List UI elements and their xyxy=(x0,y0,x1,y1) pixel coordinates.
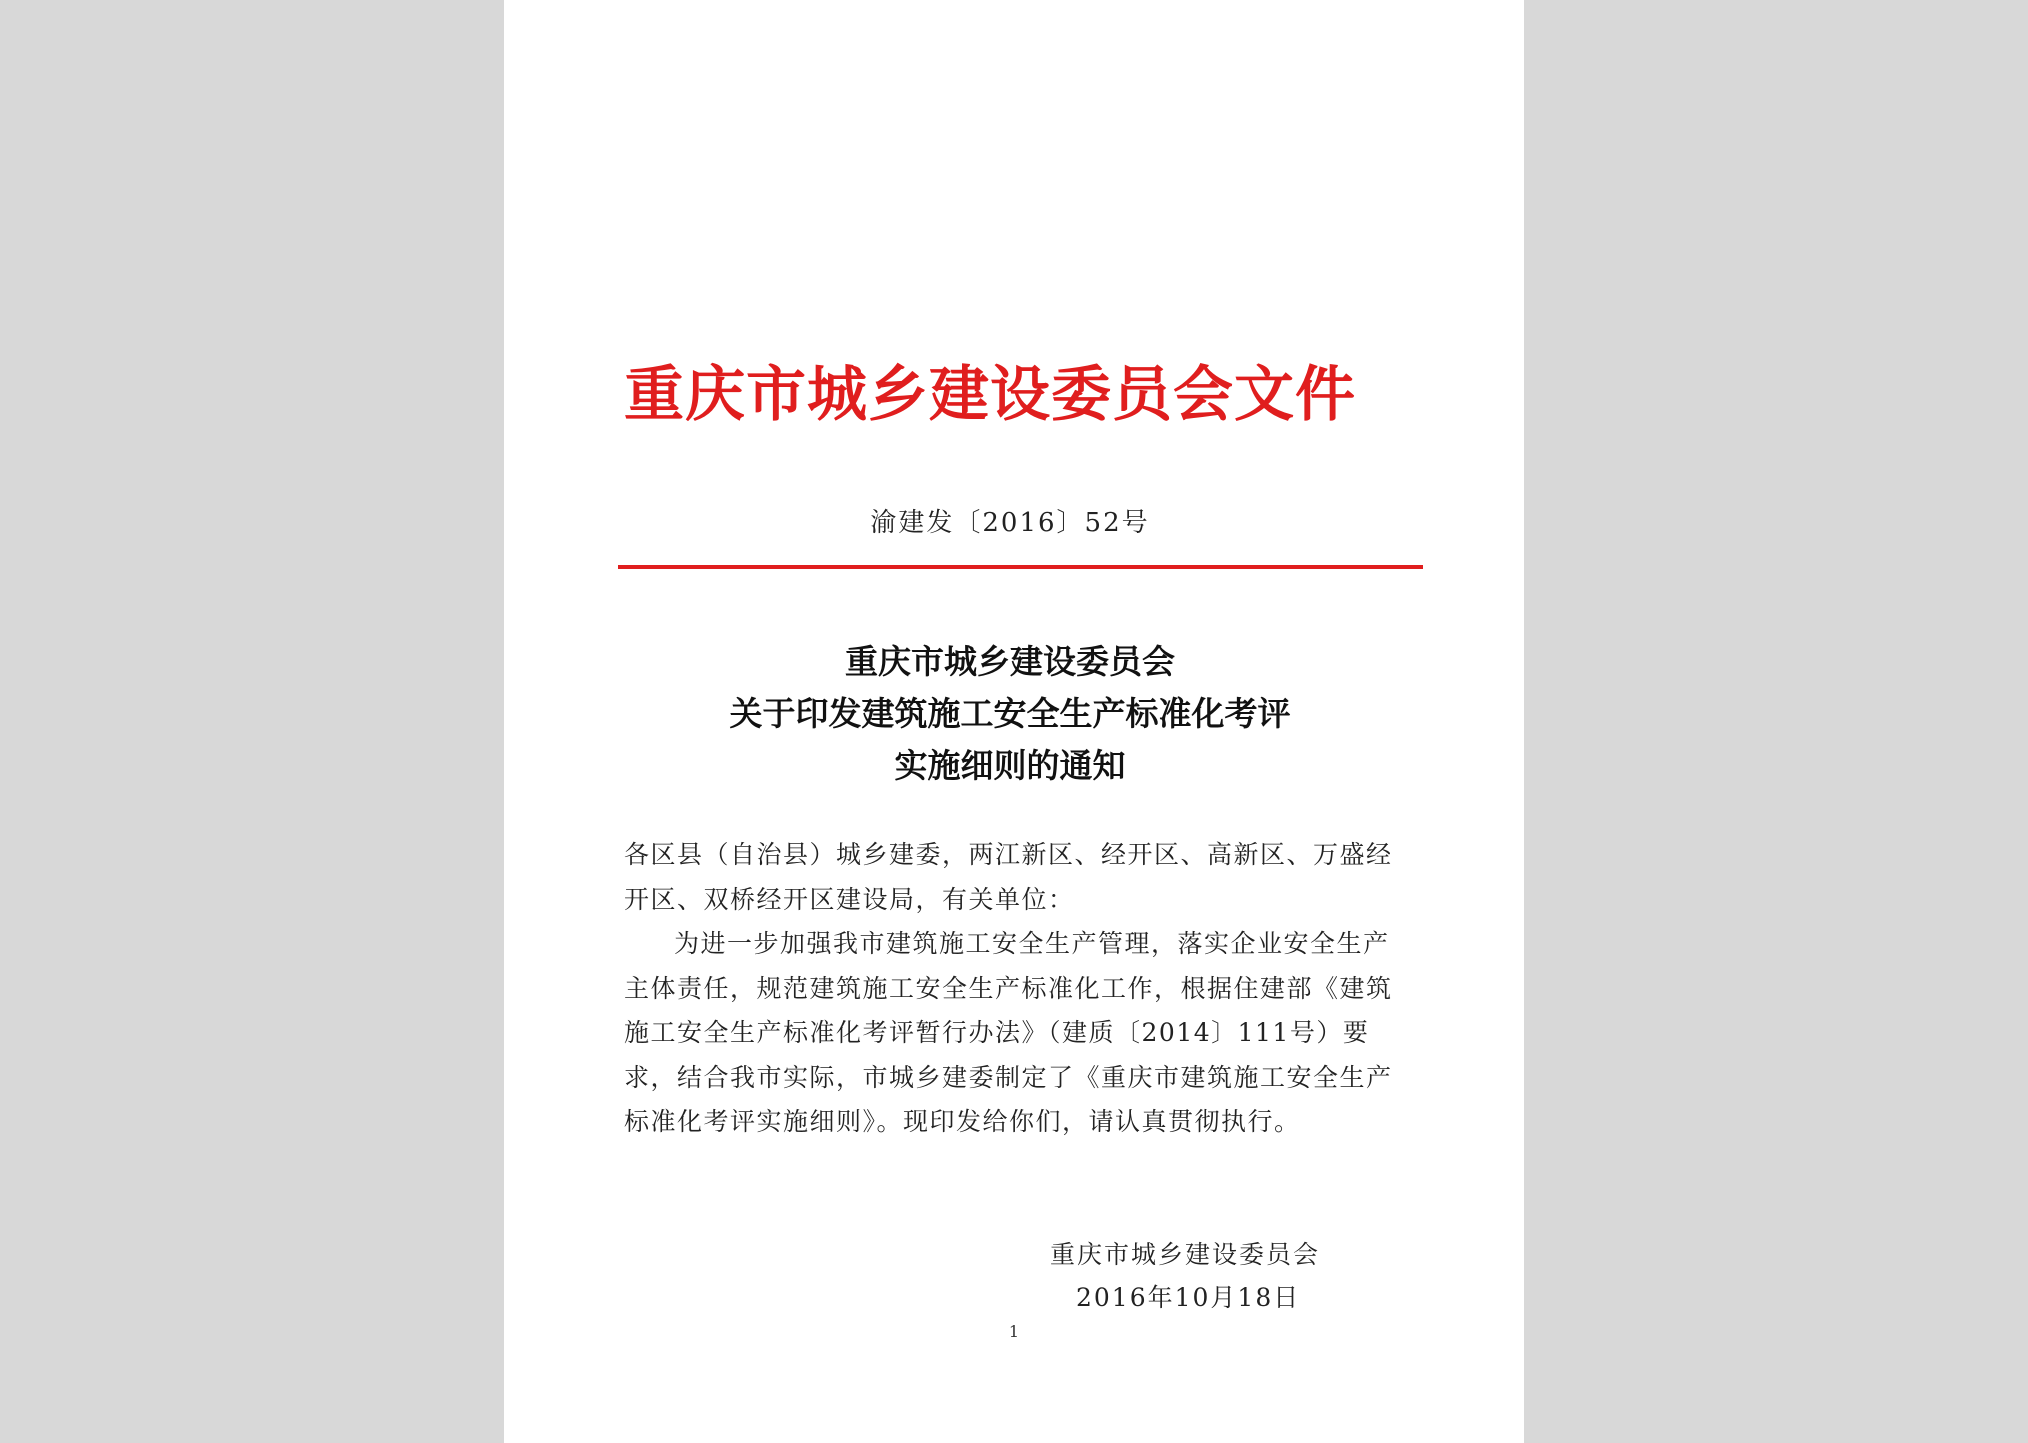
main-paragraph: 为进一步加强我市建筑施工安全生产管理，落实企业安全生产主体责任，规范建筑施工安全生产标准化工作，根据住建部《建筑施工安全生产标准化考评暂行办法》（建质〔2014〕111号）要求，结合我市实际，市城乡建委制定了《重庆市建筑施工安全生产标准化考评实施细则》。现印发给你们，请认真贯彻执行。 xyxy=(624,929,1393,1136)
subject-line-1: 重庆市城乡建设委员会 xyxy=(845,642,1175,681)
notice-body xyxy=(624,833,1414,1145)
subject-line-2: 关于印发建筑施工安全生产标准化考评 xyxy=(729,694,1291,733)
signature-organization: 重庆市城乡建设委员会 xyxy=(1050,1240,1321,1269)
addressee-paragraph: 各区县（自治县）城乡建委，两江新区、经开区、高新区、万盛经开区、双桥经开区建设局，有关单位： xyxy=(624,840,1393,914)
red-header-title: 重庆市城乡建设委员会文件 xyxy=(624,360,1356,430)
page-number: 1 xyxy=(1008,1322,1020,1341)
document-page xyxy=(504,0,1524,1443)
notice-subject xyxy=(504,636,1516,792)
document-number: 渝建发〔2016〕52号 xyxy=(870,508,1150,538)
subject-line-3: 实施细则的通知 xyxy=(894,746,1126,785)
signature-date: 2016年10月18日 xyxy=(1076,1283,1301,1312)
red-divider-line xyxy=(618,565,1423,569)
